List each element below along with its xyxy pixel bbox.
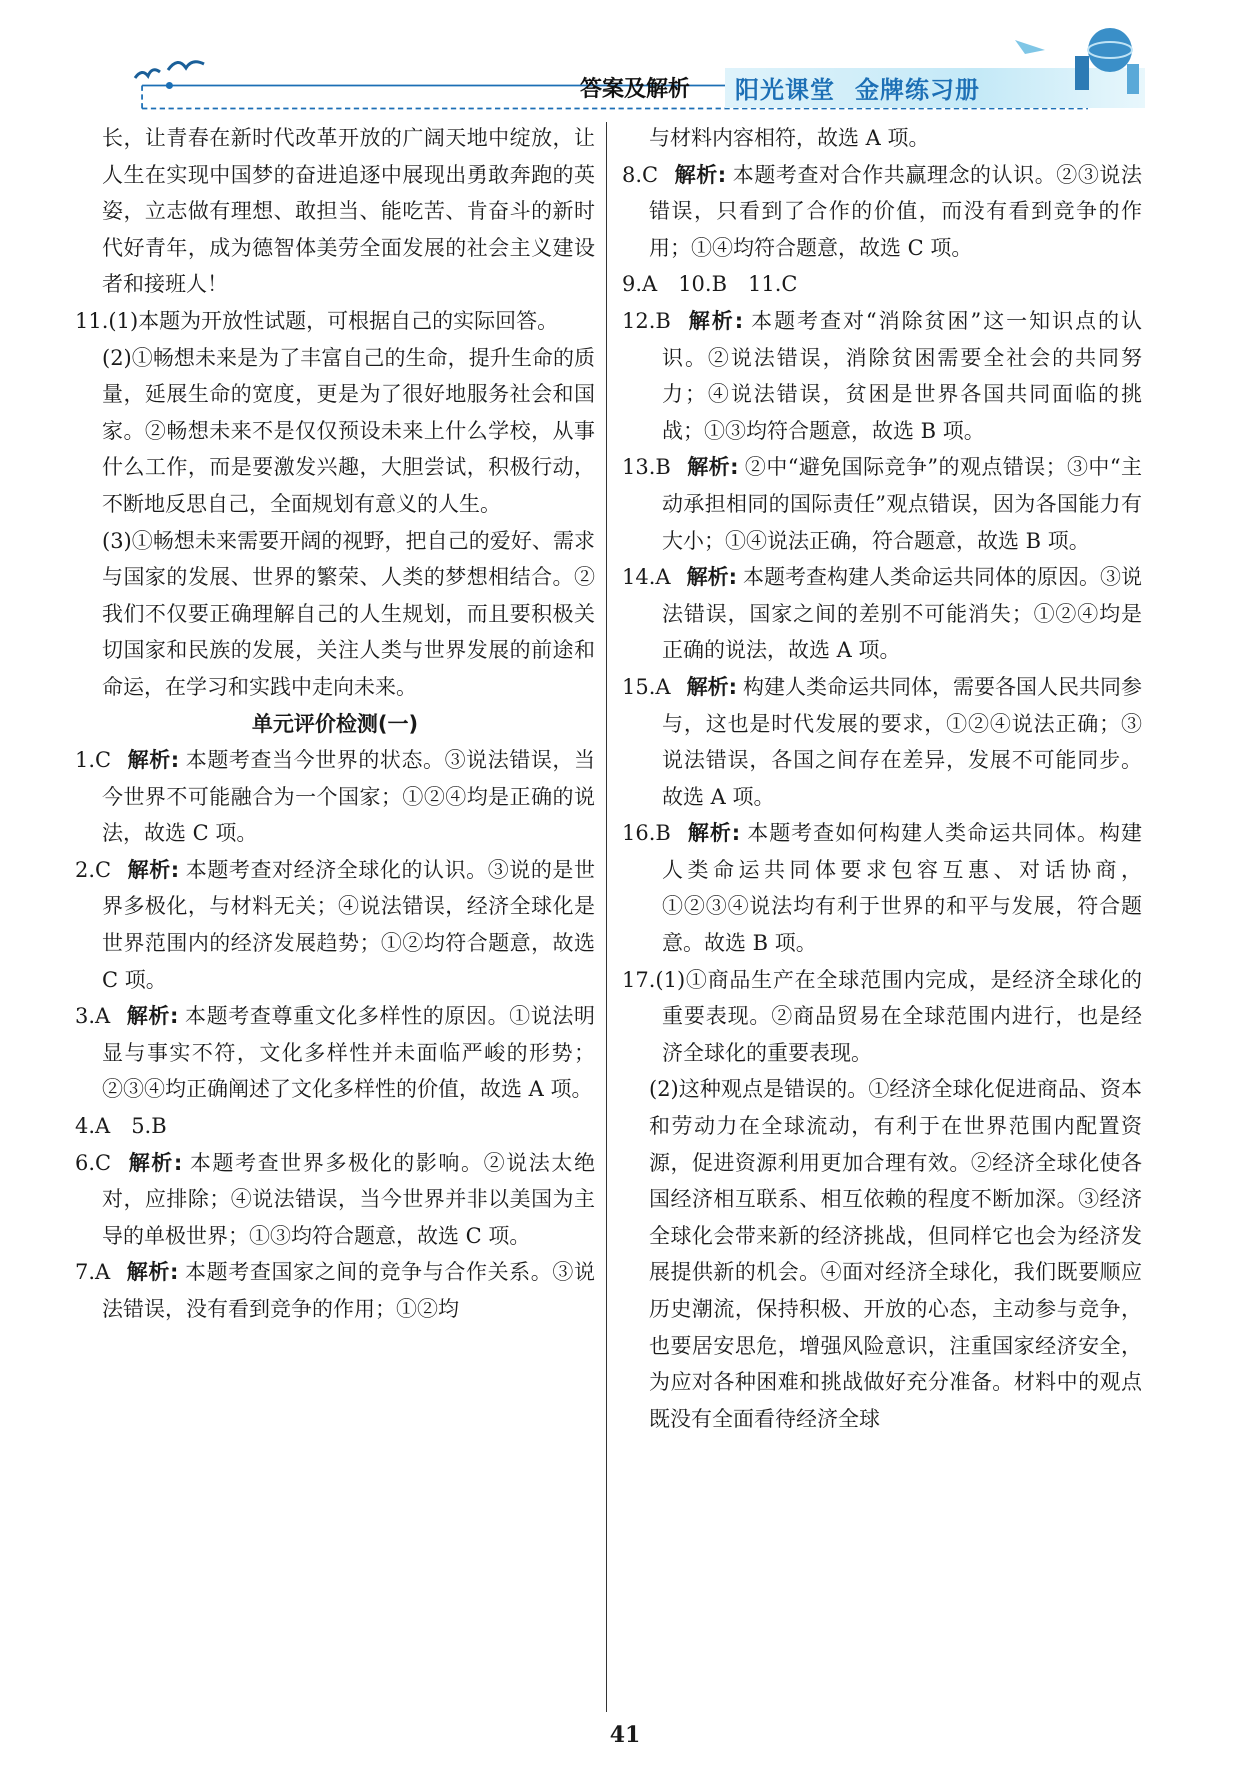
analysis-label: 解析: [686, 308, 744, 333]
brand-right: 金牌练习册 [855, 76, 980, 104]
answer-choice: 6.C [75, 1150, 112, 1175]
analysis-label: 解析: [674, 162, 727, 187]
analysis-label: 解析: [686, 821, 741, 846]
left-column [75, 120, 595, 1328]
analysis-label: 解析: [686, 455, 739, 480]
answer-part: (2)这种观点是错误的。①经济全球化促进商品、资本和劳动力在全球流动，有利于在世界范围内配置资源，促进资源利用更加合理有效。②经济全球化使各国经济相互联系、相互依赖的程度不断加深。③经济全球化会带来新的经济挑战，但同样它也会为经济发展提供新的机会。④面对经济全球化，我们既要顺应历史潮流，保持积极、开放的心态，主动参与竞争，也要居安思危，增强风险意识，注重国家经济安全，为应对各种困难和挑战做好充分准备。材料中的观点既没有全面看待经济全球 [649, 1077, 1142, 1431]
analysis-label: 解析: [127, 1150, 183, 1175]
questions-9-11: 9.A 10.B 11.C [622, 272, 798, 297]
analysis-text: ②中“避免国际竞争”的观点错误；③中“主动承担相同的国际责任”观点错误，因为各国能力有大小；①④说法正确，符合题意，故选 B 项。 [662, 455, 1142, 553]
analysis-text: 本题考查构建人类命运共同体的原因。③说法错误，国家之间的差别不可能消失；①②④均是正确的说法，故选 A 项。 [662, 565, 1142, 663]
analysis-label: 解析: [686, 565, 737, 590]
questions-4-5: 4.A 5.B [75, 1114, 167, 1139]
analysis-text: 本题考查国家之间的竞争与合作关系。③说法错误，没有看到竞争的作用；①②均 [102, 1260, 596, 1321]
question-2 [75, 852, 595, 998]
analysis-text: 本题考查对“消除贫困”这一知识点的认识。②说法错误，消除贫困需要全社会的共同努力；④说法错误，贫困是世界各国共同面临的挑战；①③均符合题意，故选 B 项。 [662, 308, 1142, 443]
analysis-label: 解析: [127, 857, 180, 882]
analysis-text: 本题考查对合作共赢理念的认识。②③说法错误，只看到了合作的价值，而没有看到竞争的作用；①④均符合题意，故选 C 项。 [649, 162, 1142, 260]
right-column [622, 120, 1142, 1437]
analysis-text: 构建人类命运共同体，需要各国人民共同参与，这也是时代发展的要求，①②④说法正确；③说法错误，各国之间存在差异，发展不可能同步。故选 A 项。 [662, 674, 1142, 809]
question-14 [622, 559, 1142, 669]
answer-choice: 14.A [622, 565, 671, 590]
paragraph: 长，让青春在新时代改革开放的广阔天地中绽放，让人生在实现中国梦的奋进追逐中展现出勇敢奔跑的英姿，立志做有理想、敢担当、能吃苦、肯奋斗的新时代好青年，成为德智体美劳全面发展的社会主义建设者和接班人！ [102, 126, 595, 297]
answer-part: (3)①畅想未来需要开阔的视野，把自己的爱好、需求与国家的发展、世界的繁荣、人类的梦想相结合。②我们不仅要正确理解自己的人生规划，而且要积极关切国家和民族的发展，关注人类与世界发展的前途和命运，在学习和实践中走向未来。 [102, 528, 595, 699]
page-header [75, 20, 1155, 120]
answer-choice: 8.C [622, 162, 659, 187]
answer-part: (1)①商品生产在全球范围内完成，是经济全球化的重要表现。②商品贸易在全球范围内进行，也是经济全球化的重要表现。 [655, 967, 1142, 1065]
answer-choice: 15.A [622, 674, 671, 699]
question-17 [622, 962, 1142, 1072]
question-number: 17. [622, 967, 656, 992]
answer-part: (2)①畅想未来是为了丰富自己的生命，提升生命的质量，延展生命的宽度，更是为了很好地服务社会和国家。②畅想未来不是仅仅预设未来上什么学校，从事什么工作，而是要激发兴趣，大胆尝试，积极行动，不断地反思自己，全面规划有意义的人生。 [102, 345, 595, 516]
question-15 [622, 669, 1142, 815]
question-11 [75, 303, 595, 340]
answer-choice: 3.A [75, 1004, 111, 1029]
analysis-text: 本题考查世界多极化的影响。②说法太绝对，应排除；④说法错误，当今世界并非以美国为主导的单极世界；①③均符合题意，故选 C 项。 [102, 1150, 595, 1248]
answer-choice: 12.B [622, 308, 671, 333]
paragraph: 与材料内容相符，故选 A 项。 [649, 126, 930, 150]
question-6 [75, 1145, 595, 1255]
answer-choice: 13.B [622, 455, 671, 480]
question-16 [622, 815, 1142, 961]
answer-choice: 16.B [622, 821, 671, 846]
analysis-text: 本题考查当今世界的状态。③说法错误，当今世界不可能融合为一个国家；①②④均是正确的说法，故选 C 项。 [102, 748, 595, 846]
analysis-text: 本题考查尊重文化多样性的原因。①说法明显与事实不符，文化多样性并未面临严峻的形势；②③④均正确阐述了文化多样性的价值，故选 A 项。 [102, 1004, 596, 1102]
page-number: 41 [609, 1722, 641, 1748]
answer-choice: 2.C [75, 857, 112, 882]
column-divider [606, 122, 607, 1712]
section-heading: 单元评价检测(一) [251, 711, 419, 736]
answer-choice: 7.A [75, 1260, 111, 1285]
brand-title [735, 70, 1000, 105]
question-3 [75, 998, 595, 1108]
question-1 [75, 742, 595, 852]
brand-left: 阳光课堂 [735, 76, 835, 104]
question-13 [622, 449, 1142, 559]
section-title: 答案及解析 [580, 77, 691, 102]
question-8 [622, 157, 1142, 267]
analysis-label: 解析: [126, 1260, 179, 1285]
globe-telescope-icon [1015, 20, 1145, 100]
question-12 [622, 303, 1142, 449]
analysis-text: 本题考查如何构建人类命运共同体。构建人类命运共同体要求包容互惠、对话协商，①②③④说法均有利于世界的和平与发展，符合题意。故选 B 项。 [662, 821, 1143, 956]
answer-choice: 1.C [75, 748, 112, 773]
analysis-label: 解析: [686, 674, 737, 699]
question-number: 11. [75, 308, 109, 333]
analysis-text: 本题考查对经济全球化的认识。③说的是世界多极化，与材料无关；④说法错误，经济全球化是世界范围内的经济发展趋势；①②均符合题意，故选 C 项。 [102, 857, 595, 992]
question-7 [75, 1254, 595, 1327]
answer-part: (1)本题为开放性试题，可根据自己的实际回答。 [108, 308, 559, 333]
analysis-label: 解析: [127, 748, 180, 773]
analysis-label: 解析: [126, 1004, 179, 1029]
